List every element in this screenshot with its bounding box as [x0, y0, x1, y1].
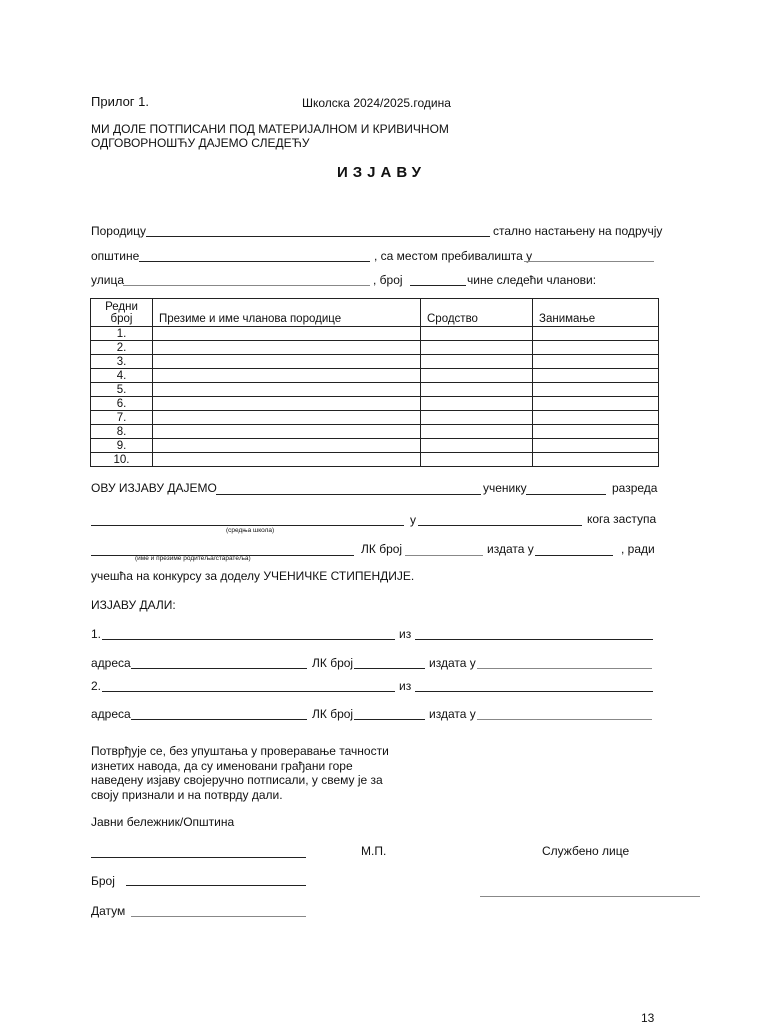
number-field[interactable]: [126, 885, 306, 886]
occupation-cell[interactable]: [533, 369, 659, 383]
occupation-cell[interactable]: [533, 411, 659, 425]
row-number: 7.: [91, 411, 153, 425]
school-hint: (средња школа): [226, 527, 275, 534]
table-row: [91, 355, 659, 369]
member-name-cell[interactable]: [153, 425, 421, 439]
school-place-field[interactable]: [418, 525, 582, 526]
row-number: 2.: [91, 341, 153, 355]
relation-cell[interactable]: [421, 383, 533, 397]
giver-1-address-field[interactable]: [131, 668, 307, 669]
giver-2-address-label: адреса: [91, 707, 131, 721]
table-row: [91, 425, 659, 439]
family-label: Породицу: [91, 224, 146, 238]
residence-label: , са местом пребивалишта у: [374, 249, 533, 263]
date-field[interactable]: [131, 916, 306, 917]
header-member-name: Презиме и име чланова породице: [153, 299, 421, 327]
issued-label: издата у: [487, 542, 534, 556]
confirmation-line-2: изнетих навода, да су именовани грађани горе: [91, 759, 353, 773]
official-signature-field[interactable]: [480, 896, 700, 897]
row-number: 10.: [91, 453, 153, 467]
header-row-number: Редни број: [91, 299, 153, 327]
members-label: чине следећи чланови:: [467, 273, 597, 287]
giver-1-from-field[interactable]: [415, 639, 653, 640]
giver-2-address-field[interactable]: [131, 719, 307, 720]
occupation-cell[interactable]: [533, 397, 659, 411]
notary-label: Јавни бележник/Општина: [91, 815, 235, 829]
purpose-label: , ради: [621, 542, 655, 556]
giver-2-issued-field[interactable]: [477, 719, 652, 720]
school-year: Школска 2024/2025.година: [302, 96, 451, 110]
in-label: у: [410, 513, 416, 527]
row-number: 8.: [91, 425, 153, 439]
confirmation-line-1: Потврђује се, без упуштања у проверавање тачности: [91, 744, 389, 758]
giver-2-number: 2.: [91, 679, 102, 693]
row-number: 1.: [91, 327, 153, 341]
header-occupation: Занимање: [533, 299, 659, 327]
givers-heading: ИЗЈАВУ ДАЛИ:: [91, 598, 176, 612]
parent-hint: (име и презиме родитеља/старатеља): [135, 555, 251, 562]
table-row: [91, 439, 659, 453]
number-label: , број: [373, 273, 403, 287]
table-row: [91, 397, 659, 411]
residence-field[interactable]: [524, 261, 654, 262]
giver-1-id-field[interactable]: [354, 668, 425, 669]
seal-label: М.П.: [361, 844, 387, 858]
municipality-label: општине: [91, 249, 140, 263]
house-number-field[interactable]: [410, 285, 466, 286]
document-title: ИЗЈАВУ: [337, 164, 426, 181]
table-row: [91, 327, 659, 341]
member-name-cell[interactable]: [153, 411, 421, 425]
table-row: [91, 411, 659, 425]
member-name-cell[interactable]: [153, 369, 421, 383]
header-relation: Сродство: [421, 299, 533, 327]
confirmation-line-4: своју признали и на потврду дали.: [91, 788, 283, 802]
page-number: 13: [641, 1011, 655, 1024]
relation-cell[interactable]: [421, 341, 533, 355]
notary-signature-field[interactable]: [91, 857, 306, 858]
occupation-cell[interactable]: [533, 341, 659, 355]
occupation-cell[interactable]: [533, 425, 659, 439]
member-name-cell[interactable]: [153, 341, 421, 355]
row-number: 6.: [91, 397, 153, 411]
occupation-cell[interactable]: [533, 355, 659, 369]
issued-place-field[interactable]: [535, 555, 613, 556]
member-name-cell[interactable]: [153, 355, 421, 369]
relation-cell[interactable]: [421, 355, 533, 369]
giver-1-issued-field[interactable]: [477, 668, 652, 669]
student-label: ученику: [483, 481, 527, 495]
giver-1-from-label: из: [399, 627, 412, 641]
id-number-field[interactable]: [405, 555, 483, 556]
relation-cell[interactable]: [421, 411, 533, 425]
street-field[interactable]: [123, 285, 370, 286]
official-label: Службено лице: [542, 844, 630, 858]
occupation-cell[interactable]: [533, 383, 659, 397]
row-number: 5.: [91, 383, 153, 397]
member-name-cell[interactable]: [153, 397, 421, 411]
date-label: Датум: [91, 904, 126, 918]
purpose-line: учешћа на конкурсу за доделу УЧЕНИЧКЕ СТИПЕНДИЈЕ.: [91, 569, 415, 583]
give-statement-label: ОВУ ИЗЈАВУ ДАЈЕМО: [91, 481, 217, 495]
member-name-cell[interactable]: [153, 439, 421, 453]
relation-cell[interactable]: [421, 327, 533, 341]
member-name-cell[interactable]: [153, 453, 421, 467]
family-name-field[interactable]: [146, 236, 490, 237]
table-row: [91, 369, 659, 383]
member-name-cell[interactable]: [153, 383, 421, 397]
table-row: [91, 453, 659, 467]
intro-line-1: МИ ДОЛЕ ПОТПИСАНИ ПОД МАТЕРИЈАЛНОМ И КРИВИЧНОМ: [91, 122, 449, 136]
street-label: улица: [91, 273, 124, 287]
giver-1-number: 1.: [91, 627, 102, 641]
giver-2-id-label: ЛК број: [312, 707, 354, 721]
occupation-cell[interactable]: [533, 439, 659, 453]
row-number: 3.: [91, 355, 153, 369]
relation-cell[interactable]: [421, 397, 533, 411]
residing-label: стално настањену на подручју: [493, 224, 663, 238]
grade-field[interactable]: [526, 494, 606, 495]
relation-cell[interactable]: [421, 369, 533, 383]
confirmation-line-3: наведену изјаву својеручно потписали, у свему је за: [91, 773, 383, 787]
occupation-cell[interactable]: [533, 453, 659, 467]
municipality-field[interactable]: [139, 261, 370, 262]
number-label: Број: [91, 874, 115, 888]
table-header-row: [91, 299, 659, 327]
giver-1-issued-label: издата у: [429, 656, 476, 670]
giver-1-id-label: ЛК број: [312, 656, 354, 670]
giver-2-id-field[interactable]: [354, 719, 425, 720]
student-name-field[interactable]: [216, 494, 481, 495]
occupation-cell[interactable]: [533, 327, 659, 341]
giver-2-name-field[interactable]: [102, 691, 395, 692]
intro-line-2: ОДГОВОРНОШЋУ ДАЈЕМО СЛЕДЕЋУ: [91, 136, 310, 150]
giver-1-name-field[interactable]: [102, 639, 395, 640]
family-members-table: [90, 298, 659, 467]
school-field[interactable]: [91, 525, 404, 526]
relation-cell[interactable]: [421, 425, 533, 439]
represented-label: кога заступа: [587, 512, 657, 526]
relation-cell[interactable]: [421, 439, 533, 453]
id-label: ЛК број: [361, 542, 403, 556]
giver-2-from-label: из: [399, 679, 412, 693]
member-name-cell[interactable]: [153, 327, 421, 341]
giver-2-from-field[interactable]: [415, 691, 653, 692]
row-number: 9.: [91, 439, 153, 453]
grade-label: разреда: [612, 481, 658, 495]
giver-1-address-label: адреса: [91, 656, 131, 670]
attachment-label: Прилог 1.: [91, 94, 149, 109]
relation-cell[interactable]: [421, 453, 533, 467]
row-number: 4.: [91, 369, 153, 383]
table-row: [91, 341, 659, 355]
giver-2-issued-label: издата у: [429, 707, 476, 721]
table-row: [91, 383, 659, 397]
